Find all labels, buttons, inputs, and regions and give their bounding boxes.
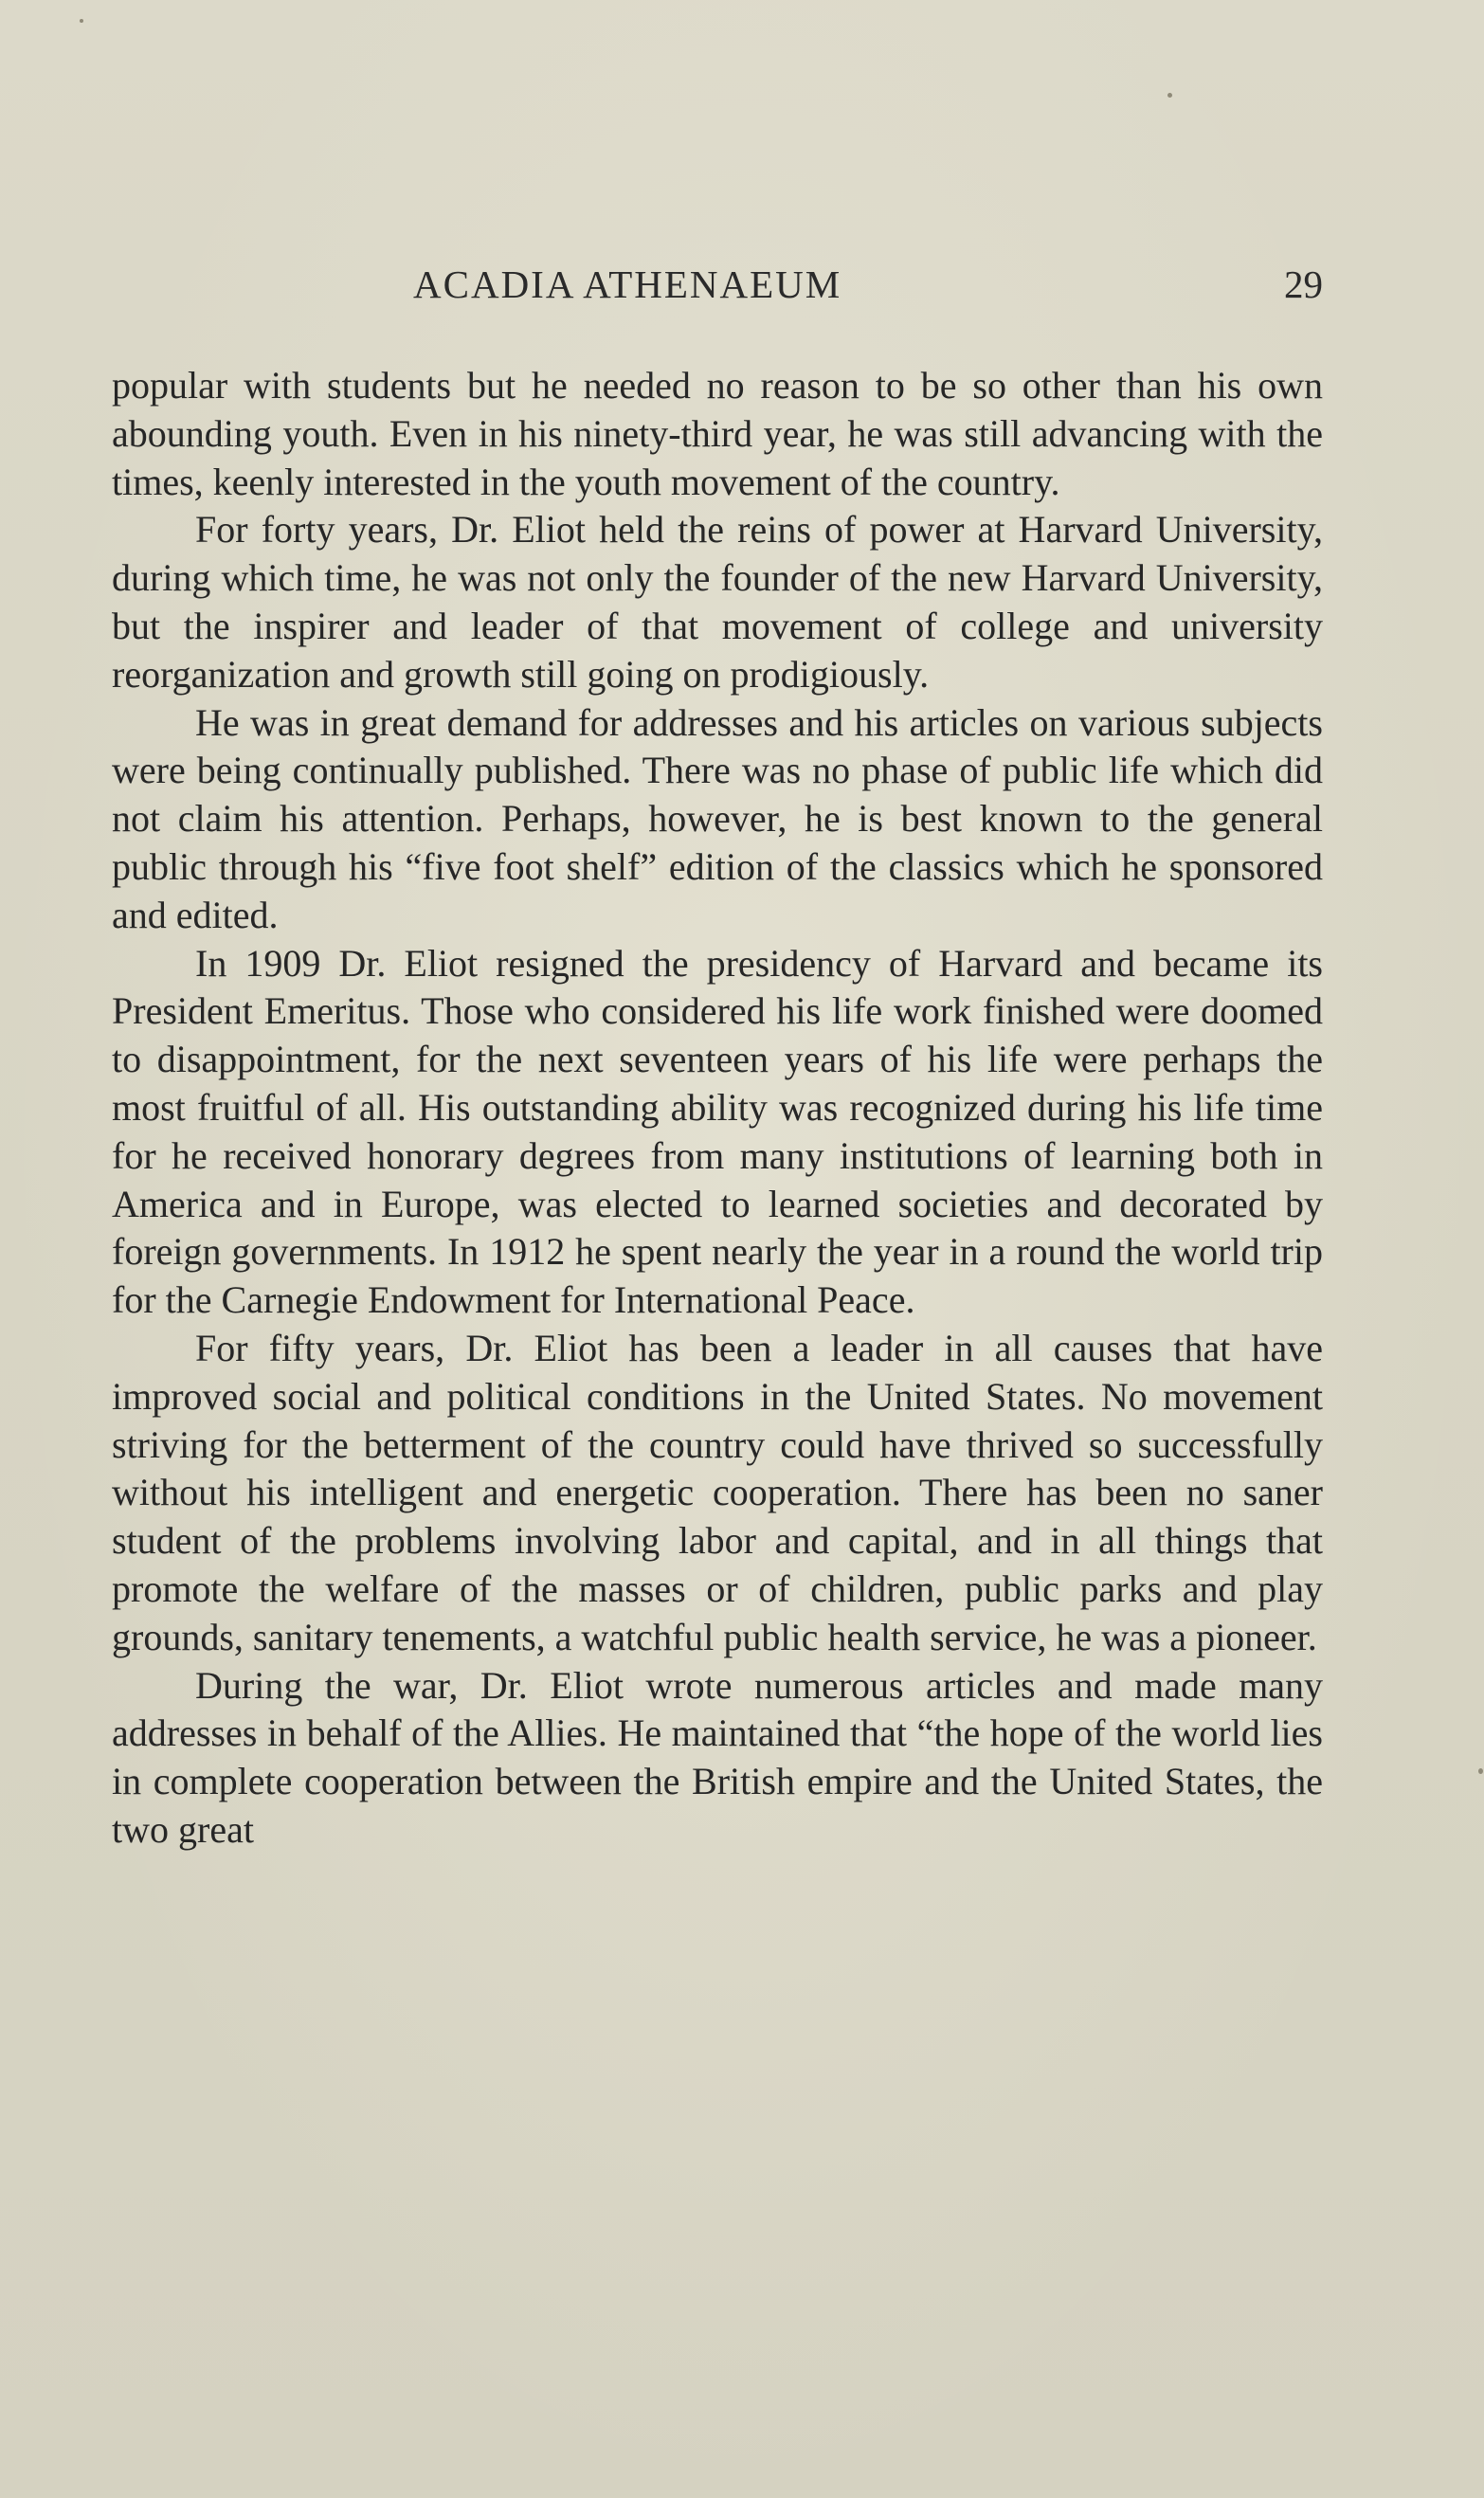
paper-speck: [1167, 93, 1172, 98]
paper-speck: [1478, 1768, 1483, 1774]
running-header: [112, 262, 1323, 318]
article-body: [112, 362, 1323, 1855]
paragraph: For forty years, Dr. Eliot held the reins of power at Harvard University, during which time, he was not only the founder of the new Harvard University, but the inspirer and leader of that movement of college and university reorganization and growth still going on prodigiously.: [112, 508, 1323, 696]
paragraph: In 1909 Dr. Eliot resigned the presidency of Harvard and became its President Emeritus. Those who considered his life work finished were doomed to disappointment, for the next seventeen years of his life were perhaps the most fruitful of all. His outstanding ability was recognized during his life time for he received honorary degrees from many institutions of learning both in America and in Europe, was elected to learned societies and decorated by foreign governments. In 1912 he spent nearly the year in a round the world trip for the Carnegie Endowment for International Peace.: [112, 941, 1323, 1322]
running-title: ACADIA ATHENAEUM: [413, 262, 842, 306]
paragraph: For fifty years, Dr. Eliot has been a leader in all causes that have improved social and political conditions in the United States. No movement striving for the betterment of the country could have thrived so successfully without his intelligent and energetic cooperation. There has been no saner student of the problems involving labor and capital, and in all things that promote the welfare of the masses or of children, public parks and play grounds, sanitary tenements, a watchful public health service, he was a pioneer.: [112, 1326, 1323, 1658]
paragraph: During the war, Dr. Eliot wrote numerous articles and made many addresses in behalf of the Allies. He maintained that “the hope of the world lies in complete cooperation between the British empire and the United States, the two great: [112, 1663, 1323, 1851]
paragraph: popular with students but he needed no reason to be so other than his own abounding youth. Even in his ninety-third year, he was still advancing with the times, keenly interested in the youth movement of the country.: [112, 364, 1323, 503]
paper-speck: [80, 19, 83, 23]
paragraph: He was in great demand for addresses and his articles on various subjects were being continually published. There was no phase of public life which did not claim his attention. Perhaps, however, he is best known to the general public through his “five foot shelf” edition of the classics which he sponsored and edited.: [112, 700, 1323, 936]
page-number: 29: [1284, 262, 1323, 306]
